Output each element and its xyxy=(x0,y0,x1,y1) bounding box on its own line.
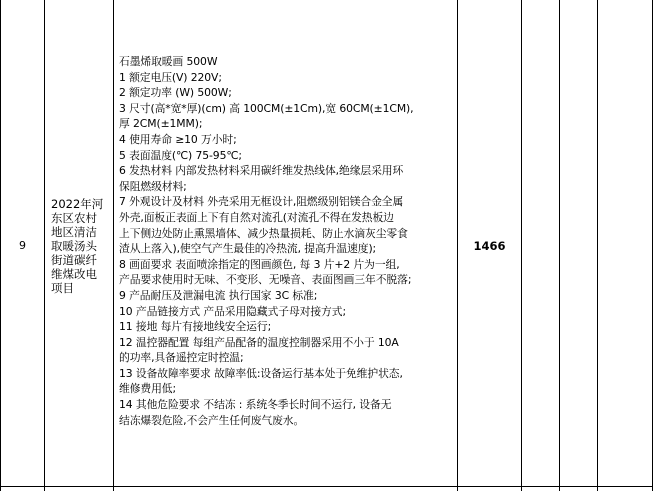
row-index-cell xyxy=(1,0,44,491)
spec-line: 10 产品链接方式 产品采用隐藏式子母对接方式; xyxy=(119,304,346,318)
table-border-right xyxy=(652,0,653,491)
spec-line: 保阻燃级材料; xyxy=(119,179,187,193)
spec-line: 13 设备故障率要求 故障率低:设备运行基本处于免维护状态, xyxy=(119,366,403,380)
spec-line: 维修费用低; xyxy=(119,382,177,396)
spec-line: 产品要求使用时无味、不变形、无噪音、表面图画三年不脱落; xyxy=(119,273,412,287)
empty-cell xyxy=(522,0,559,486)
spec-line: 1 额定电压(V) 220V; xyxy=(119,70,222,84)
spec-line: 12 温控器配置 每组产品配备的温度控制器采用不小于 10A xyxy=(119,335,399,349)
spec-line: 14 其他危险要求 不结冻 : 系统冬季长时间不运行, 设备无 xyxy=(119,398,392,412)
project-name-cell xyxy=(45,0,113,491)
quantity-value: 1466 xyxy=(473,238,506,253)
quantity-cell xyxy=(458,0,521,491)
empty-cell xyxy=(560,0,597,486)
spec-line: 上下侧边处防止熏黑墙体、减少热量损耗、防止水滴灰尘零食 xyxy=(119,226,408,240)
project-name: 2022年河东区农村地区清洁取暖汤头街道碳纤维煤改电项目 xyxy=(51,196,104,295)
empty-cell xyxy=(598,0,652,486)
row-index: 9 xyxy=(19,239,26,252)
spec-line: 8 画面要求 表面喷涂指定的图画颜色, 每 3 片+2 片为一组, xyxy=(119,257,400,271)
spec-line: 2 额定功率 (W) 500W; xyxy=(119,86,232,100)
spec-line: 石墨烯取暖画 500W xyxy=(119,55,218,68)
spec-line: 9 产品耐压及泄漏电流 执行国家 3C 标准; xyxy=(119,288,318,302)
spec-line: 3 尺寸(高*宽*厚)(cm) 高 100CM(±1Cm),宽 60CM(±1CM), xyxy=(119,101,414,115)
specification-cell xyxy=(114,54,457,428)
spec-line: 的功率,具备遥控定时控温; xyxy=(119,351,244,365)
spec-line: 7 外观设计及材料 外壳采用无框设计,阻燃级别铝镁合金全属 xyxy=(119,195,404,209)
spec-line: 11 接地 每片有接地线安全运行; xyxy=(119,320,272,334)
spec-line: 5 表面温度(℃) 75-95℃; xyxy=(119,148,242,162)
spec-line: 外壳,面板正表面上下有自然对流孔(对流孔不得在发热板边 xyxy=(119,210,394,224)
spec-line: 结冻爆裂危险,不会产生任何废气废水。 xyxy=(119,413,305,427)
spec-line: 4 使用寿命 ≥10 万小时; xyxy=(119,132,237,146)
spec-line: 6 发热材料 内部发热材料采用碳纤维发热线体,绝缘层采用环 xyxy=(119,164,404,178)
spec-line: 渣从上落入),使空气产生最佳的冷热流, 提高升温速度); xyxy=(119,242,377,256)
spec-line: 厚 2CM(±1MM); xyxy=(119,117,203,131)
